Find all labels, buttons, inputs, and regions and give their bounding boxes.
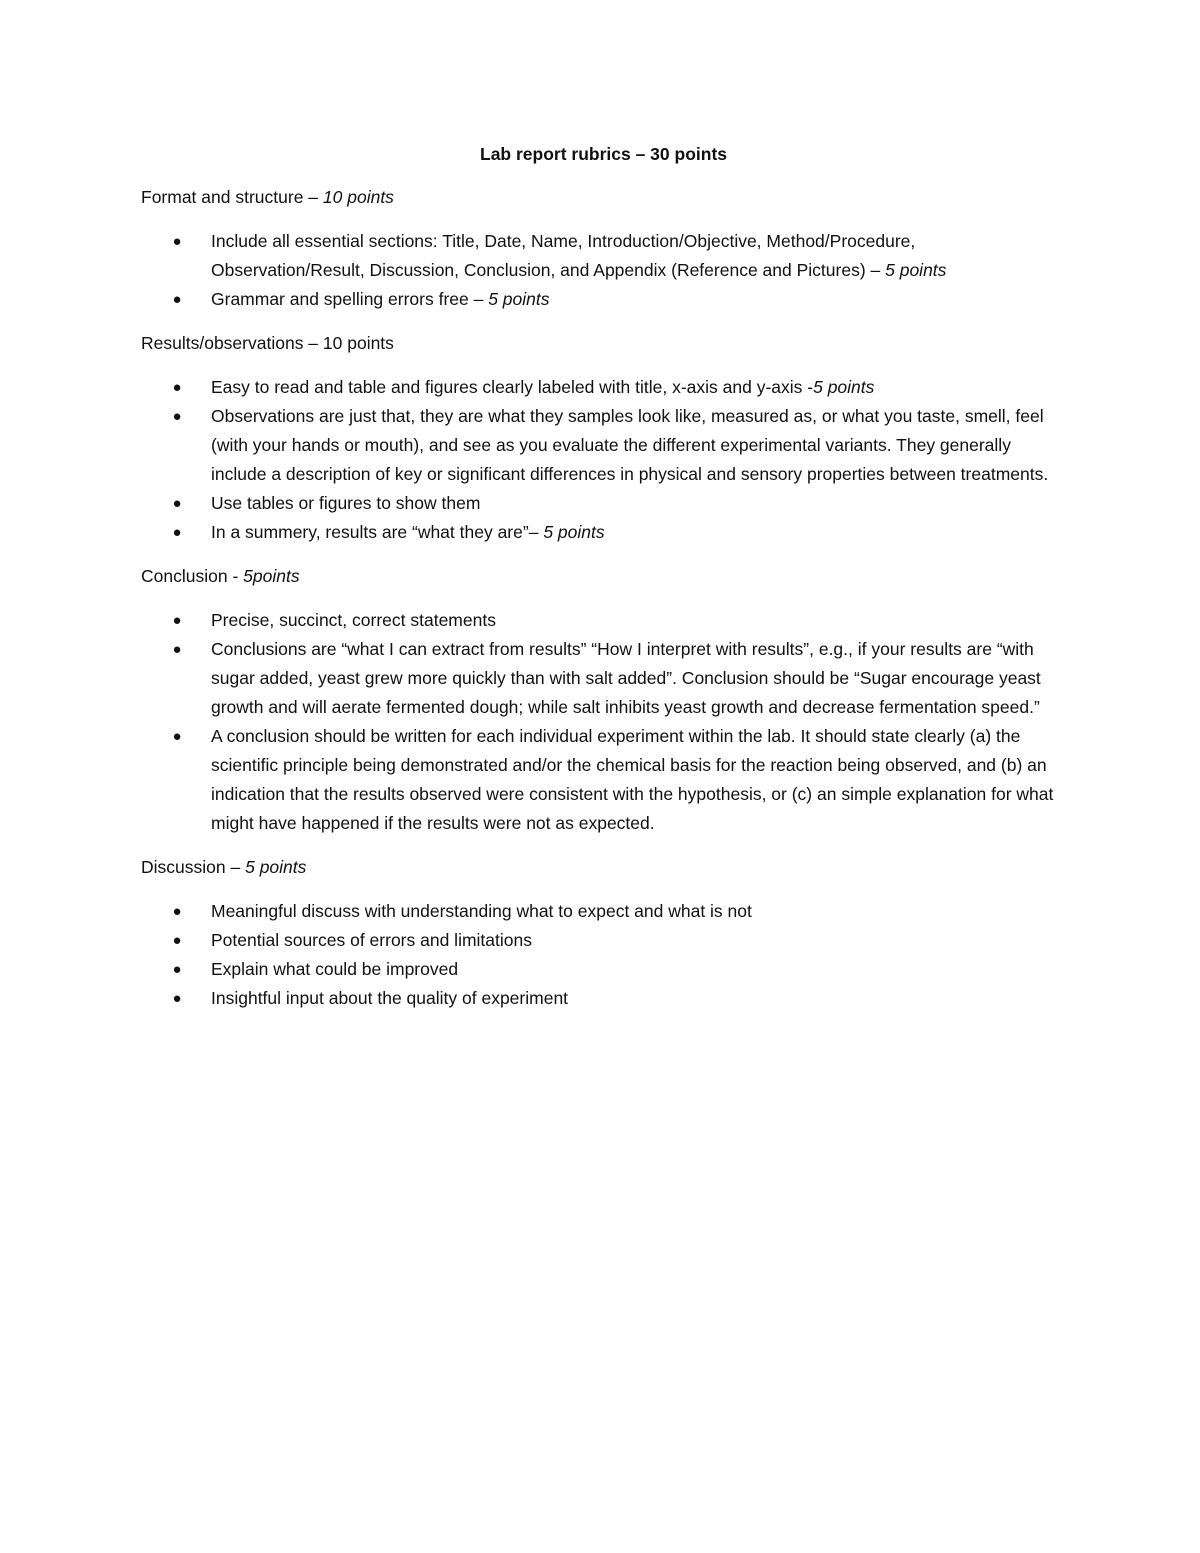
list-item <box>141 373 1066 402</box>
section-heading-format <box>141 183 1066 212</box>
bullet-icon: ● <box>172 233 182 250</box>
list-item <box>141 926 1066 955</box>
list-item <box>141 489 1066 518</box>
list-item-points: 5 points <box>813 377 875 397</box>
bullet-icon: ● <box>172 961 182 978</box>
bullet-list-format <box>141 227 1066 314</box>
section-points: 5points <box>243 566 300 586</box>
list-item-text: Use tables or figures to show them <box>211 493 481 513</box>
bullet-icon: ● <box>172 990 182 1007</box>
section-heading-text: Discussion – <box>141 857 241 877</box>
section-heading-text: Format and structure – <box>141 187 319 207</box>
list-item-text: Grammar and spelling errors free – <box>211 289 484 309</box>
bullet-icon: ● <box>172 612 182 629</box>
section-points: 10 points <box>322 187 394 207</box>
section-heading-results <box>141 329 1066 358</box>
bullet-icon: ● <box>172 408 182 425</box>
list-item-text: Meaningful discuss with understanding what to expect and what is not <box>211 901 752 921</box>
bullet-list-discussion <box>141 897 1066 1013</box>
bullet-icon: ● <box>172 291 182 308</box>
list-item <box>141 285 1066 314</box>
list-item-points: 5 points <box>488 289 550 309</box>
bullet-icon: ● <box>172 379 182 396</box>
list-item-text: Easy to read and table and figures clearly labeled with title, x-axis and y-axis - <box>211 377 814 397</box>
list-item-points: 5 points <box>543 522 605 542</box>
list-item-text: Observations are just that, they are what they samples look like, measured as, or what you taste, smell, feel (with your hands or mouth), and see as you evaluate the different experimental variants. They generally include a description of key or significant differences in physical and sensory properties between treatments. <box>211 406 1049 484</box>
list-item-text: Conclusions are “what I can extract from results” “How I interpret with results”, e.g., if your results are “with sugar added, yeast grew more quickly than with salt added”. Conclusion should be “Sugar encourage yeast growth and will aerate fermented dough; while salt inhibits yeast growth and decrease fermentation speed.” <box>211 639 1041 717</box>
list-item-text: Potential sources of errors and limitations <box>211 930 532 950</box>
list-item <box>141 402 1066 489</box>
list-item <box>141 897 1066 926</box>
section-heading-discussion <box>141 853 1066 882</box>
bullet-list-results <box>141 373 1066 547</box>
section-points: 5 points <box>245 857 307 877</box>
bullet-list-conclusion <box>141 606 1066 838</box>
list-item <box>141 984 1066 1013</box>
bullet-icon: ● <box>172 903 182 920</box>
list-item-text: Include all essential sections: Title, Date, Name, Introduction/Objective, Method/Procedure, Observation/Result, Discussion, Conclusion, and Appendix (Reference and Pictures) – <box>211 231 916 280</box>
section-heading-conclusion <box>141 562 1066 591</box>
list-item <box>141 606 1066 635</box>
list-item <box>141 518 1066 547</box>
list-item-text: Precise, succinct, correct statements <box>211 610 496 630</box>
bullet-icon: ● <box>172 524 182 541</box>
list-item <box>141 722 1066 838</box>
list-item-text: A conclusion should be written for each individual experiment within the lab. It should state clearly (a) the scientific principle being demonstrated and/or the chemical basis for the reaction being observed, and (b) an indication that the results observed were consistent with the hypothesis, or (c) an simple explanation for what might have happened if the results were not as expected. <box>211 726 1054 833</box>
page-title: Lab report rubrics – 30 points <box>480 144 727 164</box>
document-body <box>141 140 1066 1028</box>
bullet-icon: ● <box>172 641 182 658</box>
list-item-text: In a summery, results are “what they are”– <box>211 522 539 542</box>
list-item <box>141 955 1066 984</box>
section-heading-text: Conclusion - <box>141 566 244 586</box>
bullet-icon: ● <box>172 932 182 949</box>
bullet-icon: ● <box>172 495 182 512</box>
section-heading-text: Results/observations – 10 points <box>141 333 394 353</box>
list-item-points: 5 points <box>885 260 947 280</box>
bullet-icon: ● <box>172 728 182 745</box>
list-item <box>141 227 1066 285</box>
list-item-text: Explain what could be improved <box>211 959 459 979</box>
list-item <box>141 635 1066 722</box>
list-item-text: Insightful input about the quality of experiment <box>211 988 569 1008</box>
